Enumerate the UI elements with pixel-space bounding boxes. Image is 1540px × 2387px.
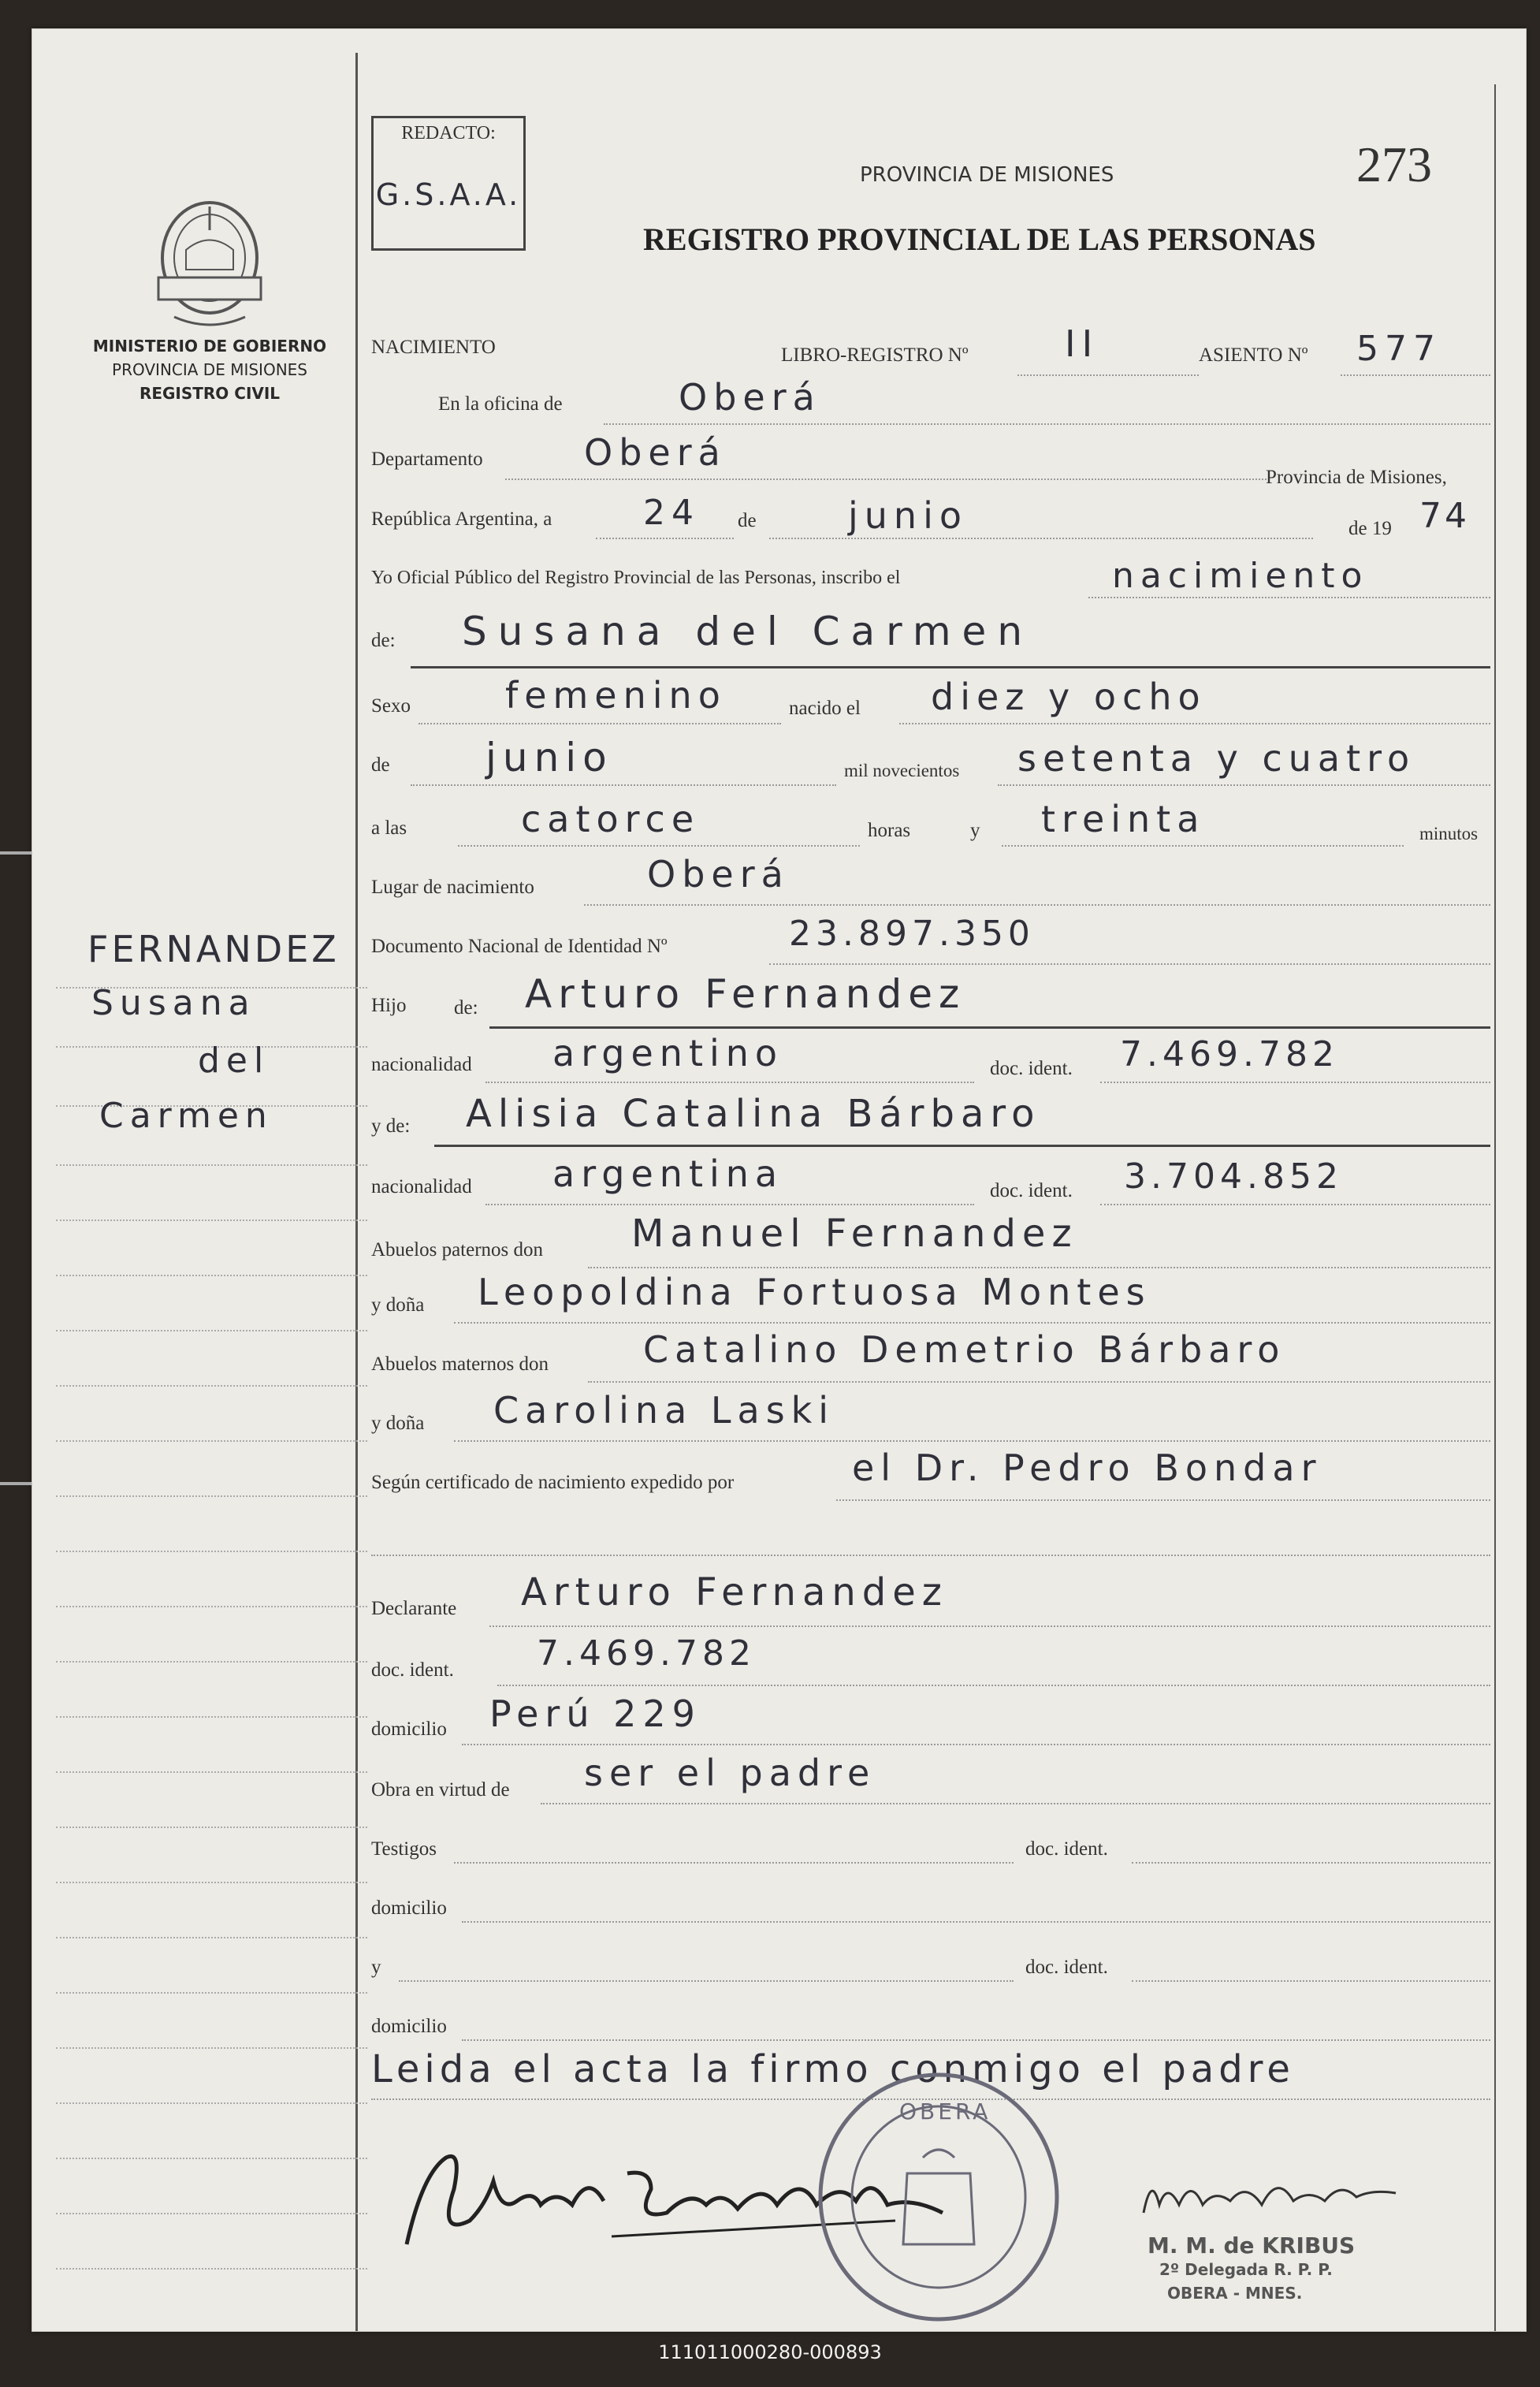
margin-surname: FERNANDEZ bbox=[87, 928, 340, 970]
margin-line bbox=[56, 1164, 367, 1166]
minutos-label: minutos bbox=[1419, 824, 1479, 843]
binding-thread bbox=[0, 1482, 32, 1485]
declarante-doc-label: doc. ident. bbox=[371, 1659, 454, 1681]
dni-label: Documento Nacional de Identidad Nº bbox=[371, 936, 668, 957]
right-border bbox=[1494, 84, 1496, 2331]
redacto-box bbox=[371, 116, 526, 251]
father-name: Arturo Fernandez bbox=[525, 971, 966, 1017]
y-dona-label: y doña bbox=[371, 1294, 425, 1316]
y-label-2: y bbox=[371, 1957, 381, 1978]
de-label-2: de bbox=[371, 754, 390, 776]
officer-place: OBERA - MNES. bbox=[1167, 2284, 1303, 2303]
libro-value: II bbox=[1065, 322, 1099, 365]
officer-name: M. M. de KRIBUS bbox=[1148, 2232, 1356, 2259]
redacto-label: REDACTO: bbox=[401, 123, 496, 143]
mother-nationality: argentina bbox=[552, 1153, 784, 1195]
page-number: 273 bbox=[1356, 136, 1432, 192]
obra-value: ser el padre bbox=[584, 1752, 876, 1794]
closing-statement: Leida el acta la firmo conmigo el padre bbox=[371, 2047, 1295, 2091]
domicilio-value: Perú 229 bbox=[489, 1692, 701, 1735]
y-de-label: y de: bbox=[371, 1115, 411, 1137]
libro-label: LIBRO-REGISTRO Nº bbox=[781, 344, 969, 366]
father-doc: 7.469.782 bbox=[1120, 1034, 1339, 1074]
margin-divider bbox=[355, 53, 358, 2331]
year-value: 74 bbox=[1419, 496, 1470, 536]
testigos-label: Testigos bbox=[371, 1838, 437, 1860]
father-doc-label: doc. ident. bbox=[990, 1058, 1073, 1079]
abuelo-paterno: Manuel Fernandez bbox=[631, 1212, 1078, 1256]
certificado-label: Según certificado de nacimiento expedido por bbox=[371, 1472, 735, 1493]
birth-year: setenta y cuatro bbox=[1017, 737, 1416, 780]
sexo-label: Sexo bbox=[371, 695, 411, 717]
certificado-value: el Dr. Pedro Bondar bbox=[852, 1447, 1322, 1489]
binding-thread bbox=[0, 851, 32, 855]
de-label: de bbox=[738, 510, 757, 531]
departamento-value: Oberá bbox=[584, 431, 727, 474]
sexo-value: femenino bbox=[505, 674, 727, 717]
certificate-page bbox=[32, 28, 1527, 2332]
margin-line bbox=[56, 1606, 367, 1607]
oficina-value: Oberá bbox=[679, 376, 821, 419]
declarante-doc: 7.469.782 bbox=[537, 1633, 756, 1674]
registry-label: REGISTRO CIVIL bbox=[139, 384, 281, 403]
officer-role: 2º Delegada R. P. P. bbox=[1159, 2260, 1333, 2279]
hijo-de-label: de: bbox=[454, 997, 478, 1018]
nacionalidad-label-2: nacionalidad bbox=[371, 1176, 472, 1197]
margin-line bbox=[56, 1495, 367, 1497]
dni-value: 23.897.350 bbox=[789, 914, 1035, 954]
abuelos-paternos-label: Abuelos paternos don bbox=[371, 1239, 544, 1261]
image-code: 11101100028​0-000893 bbox=[658, 2341, 882, 2363]
mother-doc: 3.704.852 bbox=[1124, 1156, 1343, 1197]
margin-line bbox=[56, 2047, 367, 2049]
nacido-label: nacido el bbox=[789, 698, 861, 719]
y-dona-label-2: y doña bbox=[371, 1413, 425, 1434]
departamento-label: Departamento bbox=[371, 449, 483, 470]
margin-del: del bbox=[198, 1041, 270, 1081]
minutes-value: treinta bbox=[1041, 798, 1206, 840]
officer-signature bbox=[1136, 2158, 1404, 2229]
margin-line bbox=[56, 1992, 367, 1994]
y-label: y bbox=[970, 820, 980, 841]
mil-label: mil novecientos bbox=[844, 761, 960, 780]
hour-value: catorce bbox=[521, 798, 701, 840]
margin-line bbox=[56, 1330, 367, 1331]
de-colon-label: de: bbox=[371, 630, 396, 651]
child-name: Susana del Carmen bbox=[462, 609, 1034, 654]
nacido-value: diez y ocho bbox=[931, 676, 1207, 718]
year-label: de 19 bbox=[1348, 518, 1392, 539]
asiento-label: ASIENTO Nº bbox=[1199, 344, 1308, 366]
margin-line bbox=[56, 2158, 367, 2159]
margin-line bbox=[56, 1385, 367, 1387]
day-value: 24 bbox=[643, 493, 700, 533]
margin-line bbox=[56, 2213, 367, 2214]
margin-line bbox=[56, 1771, 367, 1773]
oficial-value: nacimiento bbox=[1112, 556, 1369, 596]
province-emblem bbox=[143, 183, 277, 341]
margin-line bbox=[56, 1827, 367, 1828]
margin-line bbox=[56, 1716, 367, 1718]
margin-line bbox=[56, 1661, 367, 1663]
nacimiento-label: NACIMIENTO bbox=[371, 337, 496, 358]
abuela-materna: Carolina Laski bbox=[493, 1389, 835, 1432]
stamp-inner-text: OBERA bbox=[899, 2098, 991, 2124]
declarante-value: Arturo Fernandez bbox=[521, 1570, 948, 1614]
sidebar-province: PROVINCIA DE MISIONES bbox=[112, 360, 307, 379]
testigos-doc-label: doc. ident. bbox=[1025, 1838, 1108, 1860]
abuelos-maternos-label: Abuelos maternos don bbox=[371, 1354, 549, 1375]
margin-line bbox=[56, 1551, 367, 1552]
oficial-text: Yo Oficial Público del Registro Provincial de las Personas, inscribo el bbox=[371, 568, 901, 588]
margin-line bbox=[56, 1882, 367, 1883]
hijo-label: Hijo bbox=[371, 995, 407, 1016]
lugar-label: Lugar de nacimiento bbox=[371, 877, 534, 898]
ministry-label: MINISTERIO DE GOBIERNO bbox=[92, 337, 327, 356]
testigos-domicilio-label: domicilio bbox=[371, 1897, 447, 1919]
redacto-value: G.S.A.A. bbox=[375, 177, 522, 212]
margin-line bbox=[56, 1220, 367, 1221]
margin-line bbox=[56, 2102, 367, 2104]
margin-carmen: Carmen bbox=[99, 1096, 273, 1136]
registry-title: REGISTRO PROVINCIAL DE LAS PERSONAS bbox=[643, 222, 1316, 257]
horas-label: horas bbox=[868, 820, 911, 841]
mother-doc-label: doc. ident. bbox=[990, 1180, 1073, 1201]
abuela-paterna: Leopoldina Fortuosa Montes bbox=[478, 1271, 1151, 1313]
domicilio-label: domicilio bbox=[371, 1719, 447, 1740]
margin-firstname: Susana bbox=[91, 983, 256, 1023]
margin-line bbox=[56, 1937, 367, 1938]
birth-month: junio bbox=[485, 735, 613, 780]
oficina-label: En la oficina de bbox=[438, 393, 563, 415]
alas-label: a las bbox=[371, 817, 407, 839]
margin-line bbox=[56, 2268, 367, 2270]
margin-line bbox=[56, 1440, 367, 1442]
obra-label: Obra en virtud de bbox=[371, 1779, 510, 1800]
nacionalidad-label: nacionalidad bbox=[371, 1054, 472, 1075]
lugar-value: Oberá bbox=[647, 853, 790, 896]
month-value: junio bbox=[848, 494, 969, 537]
mother-name: Alisia Catalina Bárbaro bbox=[466, 1092, 1041, 1136]
father-nationality: argentino bbox=[552, 1032, 784, 1074]
provincia-label: Provincia de Misiones, bbox=[1266, 467, 1447, 488]
abuelo-materno: Catalino Demetrio Bárbaro bbox=[643, 1328, 1286, 1371]
declarante-label: Declarante bbox=[371, 1598, 457, 1619]
testigo2-domicilio-label: domicilio bbox=[371, 2016, 447, 2037]
province-title: PROVINCIA DE MISIONES bbox=[860, 163, 1114, 187]
margin-line bbox=[56, 1275, 367, 1276]
testigo2-doc-label: doc. ident. bbox=[1025, 1957, 1108, 1978]
asiento-value: 577 bbox=[1356, 329, 1441, 369]
republica-label: República Argentina, a bbox=[371, 508, 552, 530]
